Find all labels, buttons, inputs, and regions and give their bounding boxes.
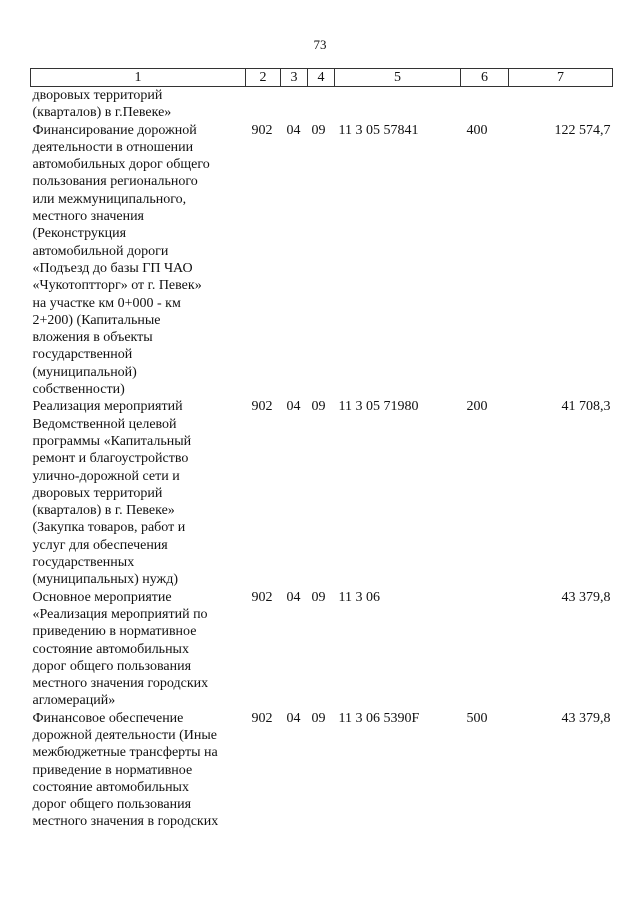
section-code: 04 [286,710,301,726]
table-row [31,589,613,710]
description-line: государственных [32,555,135,571]
column-header: 4 [308,69,335,87]
amount: 43 379,8 [561,589,611,605]
section-code: 04 [286,589,301,605]
description-line: программы «Капитальный [32,433,192,449]
column-header: 3 [281,69,308,87]
description-line: дорог общего пользования [32,658,192,674]
description-line: (муниципальной) [32,364,137,380]
description-line: деятельности в отношении [32,139,194,155]
expense-type-code [461,589,509,710]
target-article-code: 11 3 06 5390F [338,710,420,726]
description-line: дорожной деятельности (Иные [32,727,217,743]
subsection-code [308,87,335,122]
description-line: улично-дорожной сети и [32,468,180,484]
column-header: 7 [509,69,613,87]
description-line: Реализация мероприятий [32,399,183,415]
subsection-code: 09 [311,589,326,605]
description-line: (муниципальных) нужд) [32,572,179,588]
amount [509,87,613,122]
amount: 43 379,8 [561,710,611,726]
description-line: автомобильной дороги [32,243,169,259]
row-description [31,87,246,122]
description-line: дворовых территорий [32,485,163,501]
ministry-code: 902 [251,399,273,415]
description-line: приведение в нормативное [32,762,193,778]
target-article-code [335,87,461,122]
ministry-code: 902 [251,589,273,605]
description-line: или межмуниципального, [32,191,187,207]
target-article-code: 11 3 05 71980 [338,399,419,415]
amount: 41 708,3 [561,399,611,415]
description-line: на участке км 0+000 - км [32,295,181,311]
description-line: «Чукотоптторг» от г. Певек» [32,278,202,294]
table-row [31,710,613,831]
description-line: дорог общего пользования [32,797,192,813]
subsection-code: 09 [311,122,326,138]
target-article-code: 11 3 06 [338,589,380,605]
page-number: 73 [313,37,327,52]
description-line: Финансовое обеспечение [32,710,184,726]
description-line: государственной [32,347,133,363]
ministry-code [246,87,281,122]
section-code: 04 [286,399,301,415]
ministry-code: 902 [251,122,273,138]
description-line: Основное мероприятие [32,589,172,605]
description-line: местного значения [32,209,144,225]
description-line: собственности) [32,382,125,398]
header-row [31,69,613,87]
budget-table [30,68,613,831]
description-line: ремонт и благоустройство [32,451,189,467]
description-line: (Реконструкция [32,226,127,242]
expense-type-code: 500 [466,710,488,726]
description-line: местного значения в городских [32,814,219,830]
description-line: местного значения городских [32,676,209,692]
column-header: 6 [461,69,509,87]
column-header: 5 [335,69,461,87]
expense-type-code [461,87,509,122]
description-line: автомобильных дорог общего [32,157,210,173]
target-article-code: 11 3 05 57841 [338,122,419,138]
description-line: пользования регионального [32,174,198,190]
description-line: приведению в нормативное [32,624,197,640]
row-description [31,122,246,399]
description-line: (Закупка товаров, работ и [32,520,186,536]
ministry-code: 902 [251,710,273,726]
description-line: вложения в объекты [32,330,153,346]
description-line: (кварталов) в г. Певеке» [32,503,175,519]
table-row [31,398,613,588]
description-line: агломераций» [32,693,116,709]
description-line: «Подъезд до базы ГП ЧАО [32,260,193,276]
description-line: межбюджетные трансферты на [32,745,218,761]
description-line: дворовых территорий [32,88,163,103]
description-line: состояние автомобильных [32,779,189,795]
subsection-code: 09 [311,399,326,415]
description-line: Ведомственной целевой [32,416,177,432]
row-description [31,398,246,588]
amount: 122 574,7 [554,122,611,138]
subsection-code: 09 [311,710,326,726]
column-header: 1 [31,69,246,87]
description-line: состояние автомобильных [32,641,189,657]
table-row [31,122,613,399]
section-code: 04 [286,122,301,138]
row-description [31,710,246,831]
expense-type-code: 200 [466,399,488,415]
row-description [31,589,246,710]
column-header: 2 [246,69,281,87]
expense-type-code: 400 [466,122,488,138]
description-line: 2+200) (Капитальные [32,312,161,328]
section-code [281,87,308,122]
description-line: (кварталов) в г.Певеке» [32,105,172,121]
table-row [31,87,613,122]
description-line: услуг для обеспечения [32,537,168,553]
description-line: «Реализация мероприятий по [32,606,208,622]
description-line: Финансирование дорожной [32,122,197,138]
